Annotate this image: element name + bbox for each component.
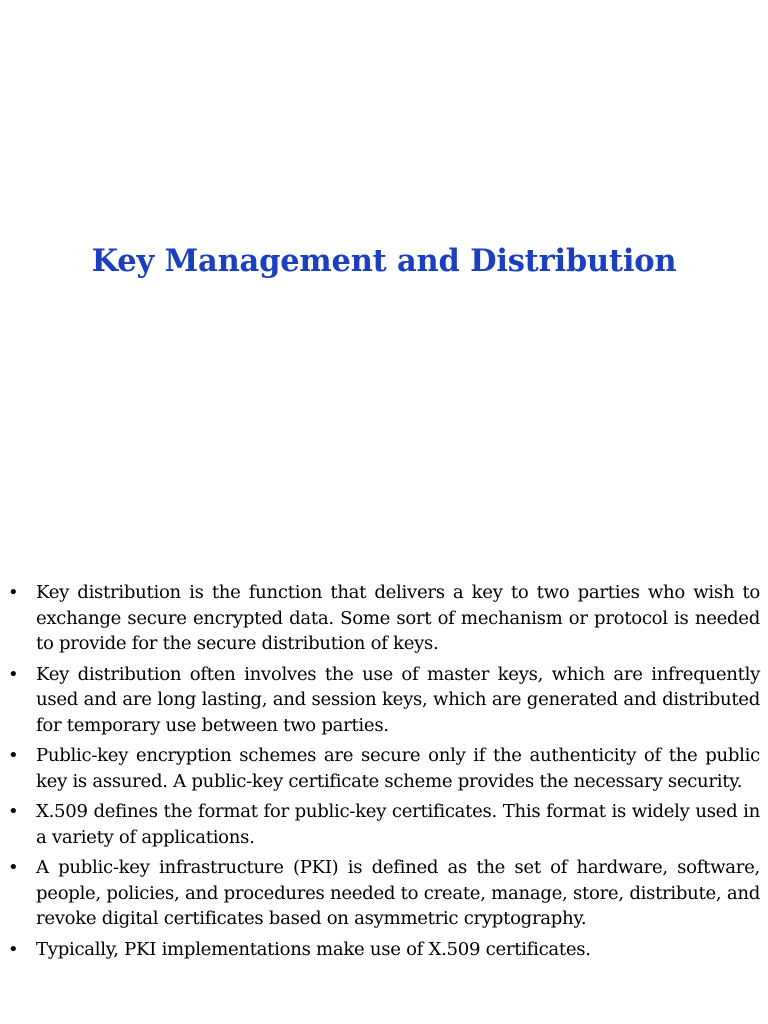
bullet-icon: • — [8, 801, 19, 822]
bullet-icon: • — [8, 582, 19, 603]
bullet-text: Typically, PKI implementations make use of X.509 certificates. — [36, 938, 591, 960]
bullet-icon: • — [8, 745, 19, 766]
list-item — [0, 662, 768, 739]
bullet-text: Public-key encryption schemes are secure only if the authenticity of the public key is assured. A public-key certificate scheme provides the necessary security. — [36, 745, 760, 792]
list-item — [0, 937, 768, 963]
bullet-text: A public-key infrastructure (PKI) is defined as the set of hardware, software, people, policies, and procedures needed to create, manage, store, distribute, and revoke digital certificates based on asymmetric cryptography. — [36, 857, 760, 929]
bullet-icon: • — [8, 938, 19, 960]
list-item — [0, 855, 768, 932]
list-item — [0, 799, 768, 850]
bullet-text: X.509 defines the format for public-key certificates. This format is widely used in a variety of applications. — [36, 801, 760, 848]
bullet-icon: • — [8, 857, 19, 878]
bullet-text: Key distribution often involves the use of master keys, which are infrequently used and are long lasting, and session keys, which are generated and distributed for temporary use between two parties. — [36, 663, 760, 736]
list-item — [0, 743, 768, 794]
bullet-icon: • — [8, 663, 19, 685]
list-item — [0, 580, 768, 657]
bullet-list — [0, 580, 768, 967]
page-title: Key Management and Distribution — [91, 243, 677, 280]
bullet-text: Key distribution is the function that delivers a key to two parties who wish to exchange secure encrypted data. Some sort of mechanism or protocol is needed to provide for the secure distribution of keys. — [36, 582, 760, 654]
